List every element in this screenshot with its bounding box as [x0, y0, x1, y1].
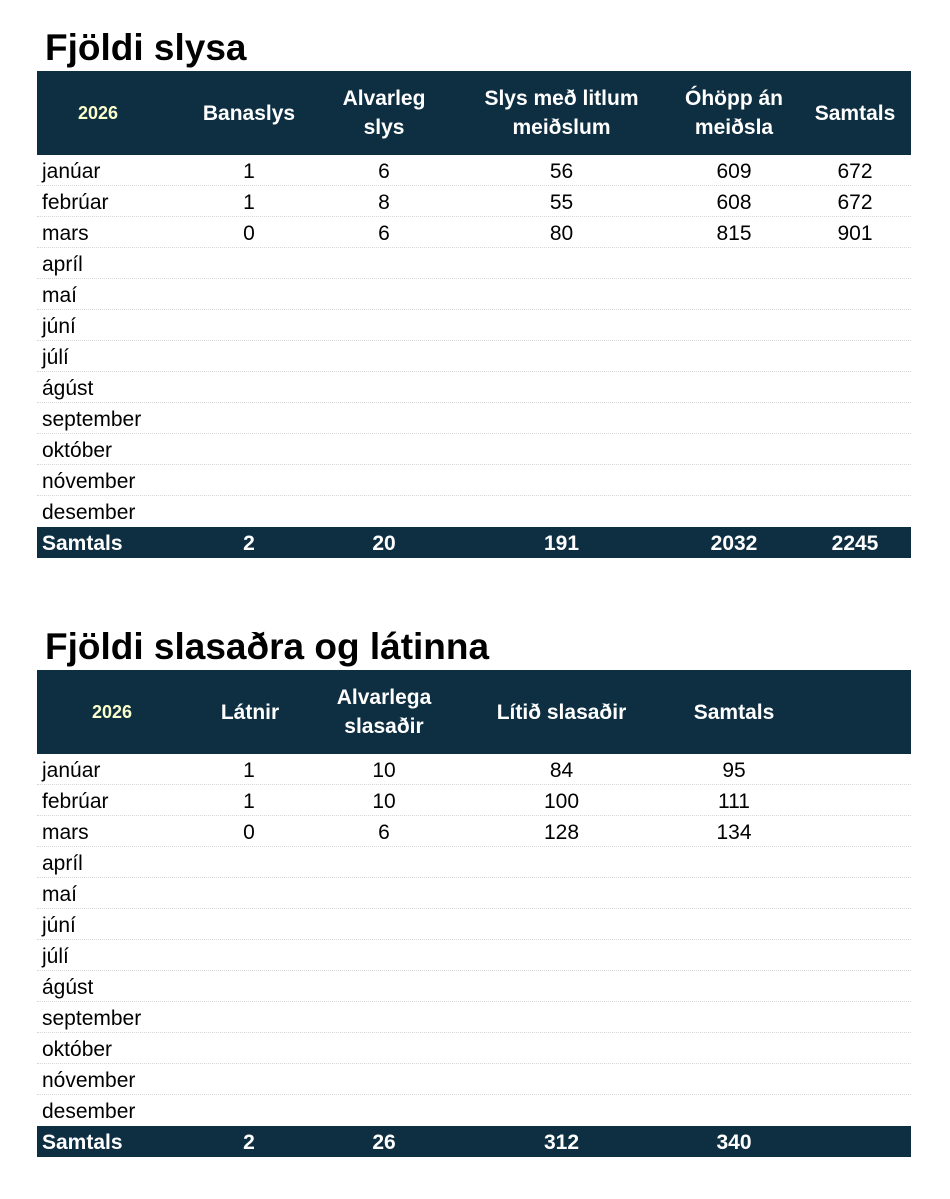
header-serious-accidents: Alvarleg slys [342, 87, 426, 139]
month-cell: maí [42, 284, 78, 307]
table-row [37, 785, 911, 816]
value-cell: 672 [837, 160, 873, 183]
value-cell: 55 [549, 191, 574, 214]
total-label: Samtals [42, 532, 123, 555]
table-row [37, 1095, 911, 1126]
month-cell: ágúst [42, 377, 94, 400]
table-row [37, 434, 911, 465]
table-row [37, 403, 911, 434]
table-row [37, 310, 911, 341]
header-total: Samtals [693, 700, 775, 724]
month-cell: nóvember [42, 1069, 136, 1092]
value-cell: 10 [372, 790, 396, 813]
month-cell: september [42, 408, 142, 431]
header-minor-injury-accidents: Slys með litlum meiðslum [484, 87, 639, 139]
table-row [37, 496, 911, 527]
table-row [37, 1064, 911, 1095]
table-row [37, 847, 911, 878]
value-cell: 128 [543, 821, 580, 844]
month-cell: febrúar [42, 191, 109, 214]
casualties-total-row [37, 1126, 911, 1157]
month-cell: ágúst [42, 976, 94, 999]
total-value: 20 [372, 532, 396, 555]
table-row [37, 155, 911, 186]
month-cell: janúar [42, 759, 101, 782]
total-value: 2 [243, 532, 255, 555]
value-cell: 672 [837, 191, 873, 214]
header-total: Samtals [814, 101, 896, 125]
year-header: 2026 [91, 701, 133, 722]
total-value: 26 [372, 1131, 396, 1154]
header-fatal-accidents: Banaslys [202, 101, 296, 125]
month-cell: júní [42, 914, 76, 937]
accidents-header-row [37, 71, 911, 155]
total-value: 312 [543, 1131, 580, 1154]
month-cell: október [42, 1038, 113, 1061]
casualties-table-body [37, 754, 911, 1126]
total-value: 2032 [710, 532, 758, 555]
value-cell: 608 [716, 191, 752, 214]
table-row [37, 217, 911, 248]
table-row [37, 940, 911, 971]
total-value: 191 [543, 532, 580, 555]
month-cell: mars [42, 821, 89, 844]
value-cell: 901 [837, 222, 873, 245]
table-row [37, 248, 911, 279]
value-cell: 0 [243, 222, 255, 245]
month-cell: mars [42, 222, 89, 245]
table-row [37, 279, 911, 310]
table-row [37, 909, 911, 940]
table-row [37, 816, 911, 847]
value-cell: 6 [378, 160, 390, 183]
value-cell: 6 [378, 222, 390, 245]
table-row [37, 341, 911, 372]
casualties-title: Fjöldi slasaðra og látinna [45, 626, 490, 667]
value-cell: 1 [243, 759, 255, 782]
month-cell: maí [42, 883, 78, 906]
month-cell: febrúar [42, 790, 109, 813]
header-slightly-injured: Lítið slasaðir [496, 700, 627, 724]
month-cell: apríl [42, 253, 83, 276]
value-cell: 1 [243, 191, 255, 214]
value-cell: 815 [716, 222, 752, 245]
table-row [37, 971, 911, 1002]
value-cell: 1 [243, 160, 255, 183]
accidents-title: Fjöldi slysa [45, 27, 247, 68]
table-row [37, 754, 911, 785]
table-row [37, 878, 911, 909]
month-cell: desember [42, 1100, 136, 1123]
value-cell: 95 [722, 759, 746, 782]
month-cell: janúar [42, 160, 101, 183]
month-cell: nóvember [42, 470, 136, 493]
value-cell: 56 [549, 160, 574, 183]
accidents-table-body [37, 155, 911, 527]
header-no-injury-incidents: Óhöpp án meiðsla [685, 87, 783, 139]
year-header: 2026 [77, 102, 119, 123]
casualties-header-row [37, 670, 911, 754]
table-row [37, 372, 911, 403]
table-row [37, 465, 911, 496]
month-cell: apríl [42, 852, 83, 875]
total-value: 2245 [831, 532, 879, 555]
month-cell: júlí [42, 346, 69, 369]
value-cell: 80 [549, 222, 574, 245]
header-seriously-injured: Alvarlega slasaðir [336, 686, 432, 738]
month-cell: júní [42, 315, 76, 338]
month-cell: september [42, 1007, 142, 1030]
month-cell: júlí [42, 945, 69, 968]
table-row [37, 1002, 911, 1033]
accidents-total-row [37, 527, 911, 558]
value-cell: 1 [243, 790, 255, 813]
value-cell: 10 [372, 759, 396, 782]
table-row [37, 1033, 911, 1064]
value-cell: 0 [243, 821, 255, 844]
value-cell: 84 [549, 759, 574, 782]
value-cell: 111 [718, 790, 750, 813]
table-row [37, 186, 911, 217]
header-fatalities: Látnir [220, 700, 280, 724]
total-label: Samtals [42, 1131, 123, 1154]
month-cell: desember [42, 501, 136, 524]
total-value: 2 [243, 1131, 255, 1154]
value-cell: 134 [716, 821, 752, 844]
value-cell: 6 [378, 821, 390, 844]
value-cell: 8 [378, 191, 390, 214]
month-cell: október [42, 439, 113, 462]
value-cell: 100 [543, 790, 580, 813]
total-value: 340 [716, 1131, 752, 1154]
value-cell: 609 [716, 160, 752, 183]
